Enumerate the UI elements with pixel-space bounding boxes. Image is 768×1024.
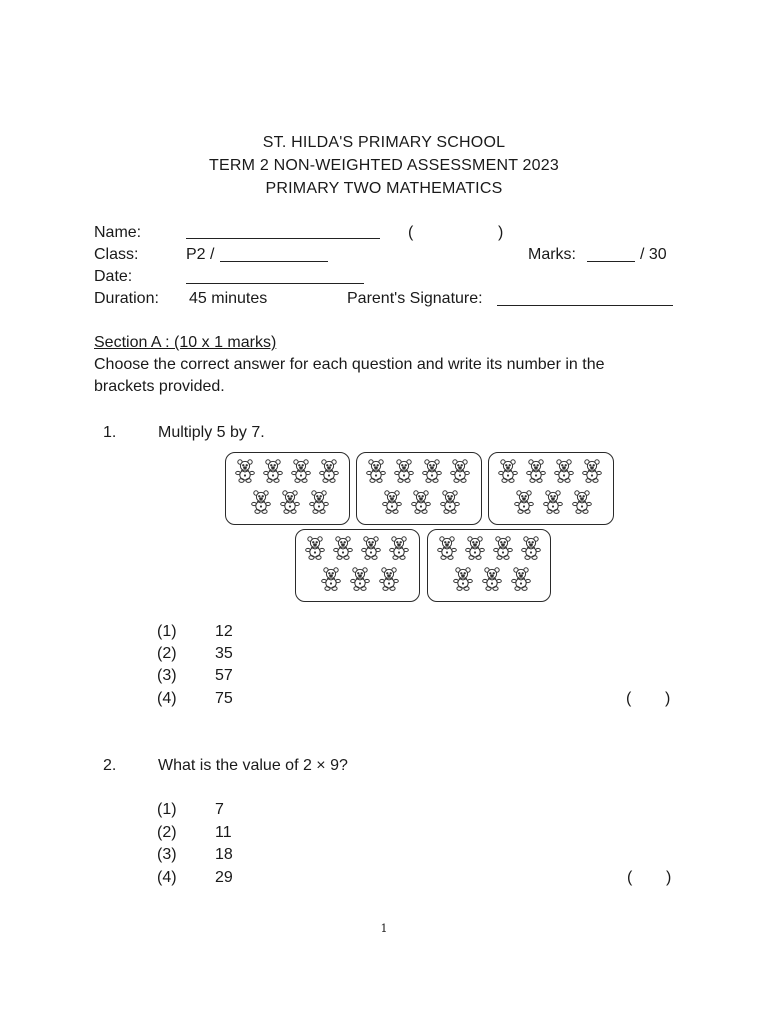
option-value: 11 <box>215 824 232 841</box>
signature-field[interactable] <box>497 305 673 306</box>
option-number: (2) <box>157 645 177 662</box>
duration-label: Duration: <box>94 290 159 307</box>
bear-group-box <box>356 452 482 525</box>
teddy-bear-icon <box>495 458 521 484</box>
bear-group-box <box>225 452 350 525</box>
section-instruction-continued: brackets provided. <box>94 378 225 395</box>
teddy-bear-icon <box>479 566 505 592</box>
teddy-bear-icon <box>391 458 417 484</box>
section-title: Section A : (10 x 1 marks) <box>94 334 277 351</box>
name-field[interactable] <box>186 238 380 239</box>
option-value: 7 <box>215 801 224 818</box>
assessment-title: TERM 2 NON-WEIGHTED ASSESSMENT 2023 <box>209 157 559 174</box>
question-text: What is the value of 2 × 9? <box>158 757 348 774</box>
option-number: (1) <box>157 623 177 640</box>
teddy-bear-icon <box>450 566 476 592</box>
option-value: 35 <box>215 645 233 662</box>
teddy-bear-icon <box>330 535 356 561</box>
question-number: 2. <box>103 757 117 774</box>
teddy-bear-icon <box>508 566 534 592</box>
answer-bracket-close: ) <box>665 690 671 707</box>
teddy-bear-icon <box>376 566 402 592</box>
subject-title: PRIMARY TWO MATHEMATICS <box>265 180 503 197</box>
page-number: 1 <box>380 922 388 935</box>
teddy-bear-icon <box>523 458 549 484</box>
bear-group-box <box>295 529 420 602</box>
name-label: Name: <box>94 224 142 241</box>
signature-label: Parent's Signature: <box>347 290 483 307</box>
teddy-bear-icon <box>363 458 389 484</box>
teddy-bear-icon <box>386 535 412 561</box>
teddy-bear-icon <box>408 489 434 515</box>
bear-group-box <box>427 529 551 602</box>
teddy-bear-groups <box>225 452 615 604</box>
teddy-bear-icon <box>316 458 342 484</box>
class-field[interactable] <box>220 261 328 262</box>
teddy-bear-icon <box>551 458 577 484</box>
option-value: 57 <box>215 667 233 684</box>
marks-total: / 30 <box>640 246 667 263</box>
option-number: (4) <box>157 690 177 707</box>
option-number: (4) <box>157 869 177 886</box>
option-number: (2) <box>157 824 177 841</box>
duration-value: 45 minutes <box>189 290 268 307</box>
bear-group-box <box>488 452 614 525</box>
date-label: Date: <box>94 268 133 285</box>
teddy-bear-icon <box>447 458 473 484</box>
teddy-bear-icon <box>569 489 595 515</box>
teddy-bear-icon <box>462 535 488 561</box>
option-number: (3) <box>157 667 177 684</box>
date-field[interactable] <box>186 283 364 284</box>
option-value: 12 <box>215 623 233 640</box>
answer-bracket-open: ( <box>626 690 632 707</box>
class-label: Class: <box>94 246 139 263</box>
school-name: ST. HILDA'S PRIMARY SCHOOL <box>262 134 506 151</box>
marks-label: Marks: <box>528 246 576 263</box>
teddy-bear-icon <box>419 458 445 484</box>
teddy-bear-icon <box>379 489 405 515</box>
option-number: (3) <box>157 846 177 863</box>
teddy-bear-icon <box>540 489 566 515</box>
option-value: 29 <box>215 869 233 886</box>
teddy-bear-icon <box>579 458 605 484</box>
teddy-bear-icon <box>511 489 537 515</box>
teddy-bear-icon <box>490 535 516 561</box>
option-value: 18 <box>215 846 233 863</box>
class-prefix: P2 / <box>186 246 215 263</box>
index-close-bracket: ) <box>498 224 504 241</box>
teddy-bear-icon <box>318 566 344 592</box>
teddy-bear-icon <box>358 535 384 561</box>
question-text: Multiply 5 by 7. <box>158 424 265 441</box>
option-value: 75 <box>215 690 233 707</box>
teddy-bear-icon <box>437 489 463 515</box>
teddy-bear-icon <box>434 535 460 561</box>
teddy-bear-icon <box>518 535 544 561</box>
document-header <box>0 131 768 200</box>
teddy-bear-icon <box>302 535 328 561</box>
teddy-bear-icon <box>288 458 314 484</box>
question-number: 1. <box>103 424 117 441</box>
teddy-bear-icon <box>260 458 286 484</box>
teddy-bear-icon <box>248 489 274 515</box>
teddy-bear-icon <box>277 489 303 515</box>
section-instruction: Choose the correct answer for each question and write its number in the <box>94 356 605 373</box>
option-number: (1) <box>157 801 177 818</box>
teddy-bear-icon <box>232 458 258 484</box>
teddy-bear-icon <box>306 489 332 515</box>
marks-field[interactable] <box>587 261 635 262</box>
index-open-bracket: ( <box>408 224 414 241</box>
teddy-bear-icon <box>347 566 373 592</box>
answer-bracket-open: ( <box>627 869 633 886</box>
answer-bracket-close: ) <box>666 869 672 886</box>
